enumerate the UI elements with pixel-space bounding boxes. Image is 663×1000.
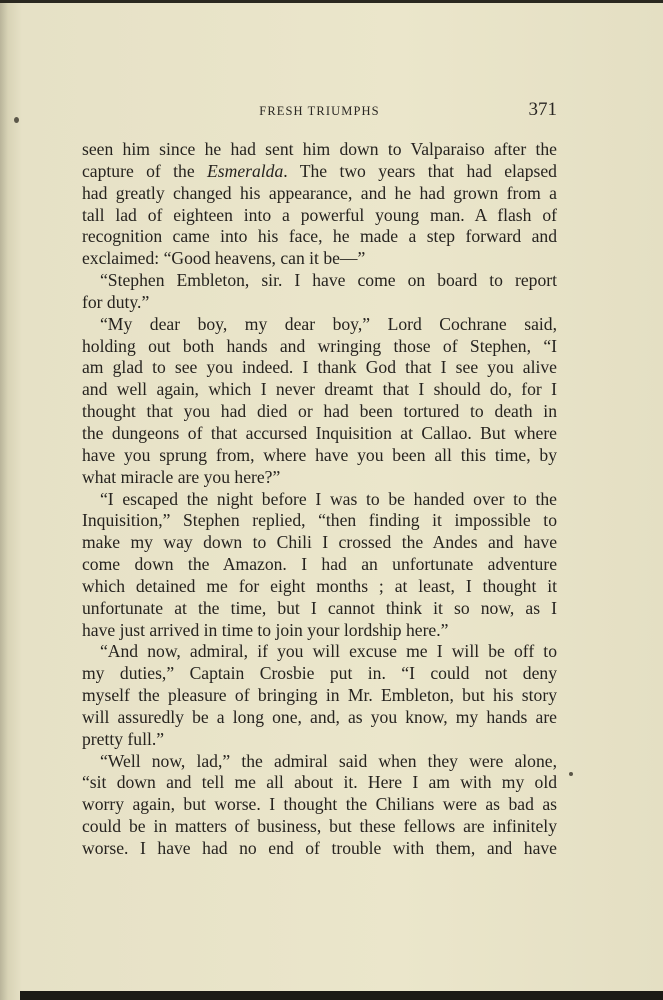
- text-line: “My dear boy, my dear boy,” Lord Cochrane said,: [100, 313, 557, 334]
- text-line: my duties,” Captain Crosbie put in. “I could not deny: [82, 663, 557, 684]
- text-line: had greatly changed his appearance, and he had grown from a: [82, 182, 557, 203]
- text-line: for duty.”: [82, 291, 150, 312]
- text-segment: . The two years that had elapsed: [283, 160, 557, 181]
- text-line: come down the Amazon. I had an unfortunate adventure: [82, 554, 557, 575]
- text-line: unfortunate at the time, but I cannot think it so now, as I: [82, 597, 557, 618]
- ink-spot: [569, 772, 573, 776]
- text-line: “sit down and tell me all about it. Here I am with my old: [82, 772, 557, 793]
- text-line: recognition came into his face, he made a step forward and: [82, 226, 557, 247]
- text-line: am glad to see you indeed. I thank God that I see you alive: [82, 357, 557, 378]
- text-line: “Stephen Embleton, sir. I have come on board to report: [100, 270, 557, 291]
- text-line: which detained me for eight months ; at least, I thought it: [82, 575, 557, 596]
- text-line: [82, 161, 557, 183]
- text-line: “Well now, lad,” the admiral said when they were alone,: [100, 750, 557, 771]
- text-line: exclaimed: “Good heavens, can it be—”: [82, 248, 366, 269]
- page-number: 371: [528, 99, 557, 120]
- text-segment: capture of the: [82, 160, 208, 181]
- text-line: what miracle are you here?”: [82, 466, 281, 487]
- running-head: FRESH TRIUMPHS: [259, 104, 380, 118]
- text-line: seen him since he had sent him down to Valparaiso after the: [82, 139, 557, 159]
- text-line: could be in matters of business, but these fellows are infinitely: [82, 816, 557, 837]
- text-line: “I escaped the night before I was to be handed over to the: [100, 488, 557, 509]
- text-line: worse. I have had no end of trouble with them, and have: [82, 838, 557, 858]
- text-line: myself the pleasure of bringing in Mr. Embleton, but his story: [82, 685, 557, 706]
- ink-spot: [14, 117, 19, 123]
- text-line: thought that you had died or had been tortured to death in: [82, 401, 557, 422]
- text-line: worry again, but worse. I thought the Chilians were as bad as: [82, 794, 557, 815]
- body-text: [82, 139, 557, 860]
- text-line: have you sprung from, where have you been all this time, by: [82, 444, 557, 465]
- text-line: and well again, which I never dreamt that I should do, for I: [82, 379, 557, 400]
- text-line: pretty full.”: [82, 728, 165, 749]
- text-line: have just arrived in time to join your lordship here.”: [82, 619, 449, 640]
- text-line: “And now, admiral, if you will excuse me I will be off to: [100, 641, 557, 662]
- text-line: make my way down to Chili I crossed the Andes and have: [82, 532, 557, 553]
- ship-name-italic: Esmeralda: [207, 160, 284, 181]
- text-line: will assuredly be a long one, and, as you know, my hands are: [82, 706, 557, 727]
- page-header: [82, 101, 557, 125]
- scan-top-edge: [0, 0, 663, 3]
- text-line: the dungeons of that accursed Inquisition at Callao. But where: [82, 422, 557, 443]
- scan-bottom-edge: [20, 991, 663, 1000]
- text-line: holding out both hands and wringing those of Stephen, “I: [82, 335, 557, 356]
- text-line: tall lad of eighteen into a powerful young man. A flash of: [82, 204, 557, 225]
- text-line: Inquisition,” Stephen replied, “then finding it impossible to: [82, 510, 557, 531]
